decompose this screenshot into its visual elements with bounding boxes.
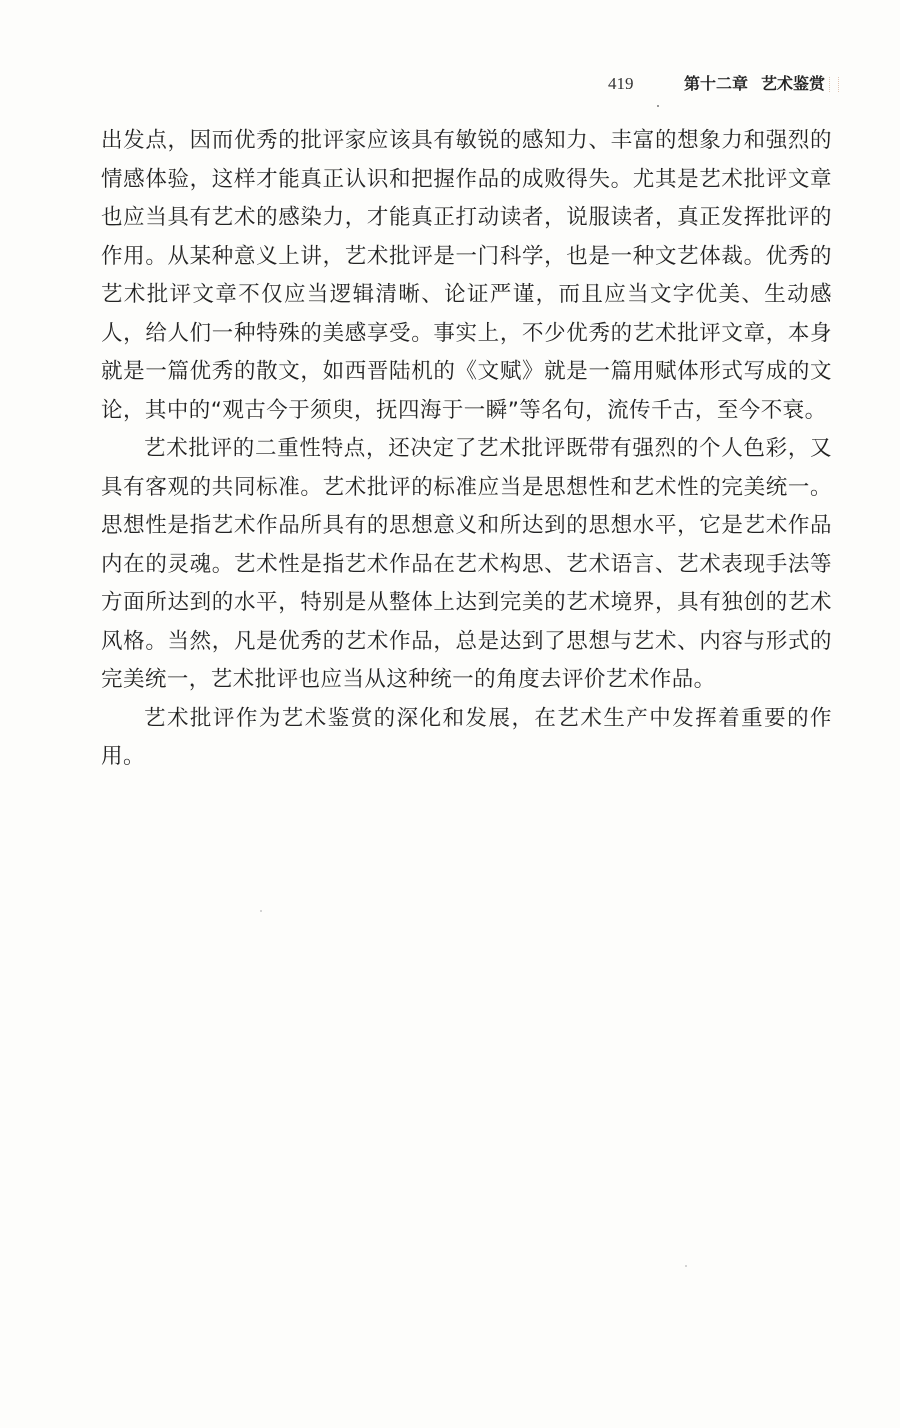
header-dot [657,105,659,107]
page-number: 419 [608,74,634,93]
chapter-title: 艺术鉴赏 [761,74,826,93]
paragraph-criticism-role: 艺术批评作为艺术鉴赏的深化和发展，在艺术生产中发挥着重要的作用。 [101,705,832,769]
running-header [600,72,850,96]
chapter-label: 第十二章 [684,74,749,93]
faint-edge-mark [829,77,839,92]
body-text [101,122,832,777]
scan-speck [260,910,262,912]
paragraph-continued: 出发点，因而优秀的批评家应该具有敏锐的感知力、丰富的想象力和强烈的情感体验，这样才能真正认识和把握作品的成败得失。尤其是艺术批评文章也应当具有艺术的感染力，才能真正打动读者，说服读者，真正发挥批评的作用。从某种意义上讲，艺术批评是一门科学，也是一种文艺体裁。优秀的艺术批评文章不仅应当逻辑清晰、论证严谨，而且应当文字优美、生动感人，给人们一种特殊的美感享受。事实上，不少优秀的艺术批评文章，本身就是一篇优秀的散文，如西晋陆机的《文赋》就是一篇用赋体形式写成的文论，其中的“观古今于须臾，抚四海于一瞬”等名句，流传千古，至今不衰。 [101,128,832,423]
paragraph-dual-nature: 艺术批评的二重性特点，还决定了艺术批评既带有强烈的个人色彩，又具有客观的共同标准。艺术批评的标准应当是思想性和艺术性的完美统一。思想性是指艺术作品所具有的思想意义和所达到的思想水平，它是艺术作品内在的灵魂。艺术性是指艺术作品在艺术构思、艺术语言、艺术表现手法等方面所达到的水平，特别是从整体上达到完美的艺术境界，具有独创的艺术风格。当然，凡是优秀的艺术作品，总是达到了思想与艺术、内容与形式的完美统一，艺术批评也应当从这种统一的角度去评价艺术作品。 [101,436,832,692]
scan-speck [685,1265,687,1267]
